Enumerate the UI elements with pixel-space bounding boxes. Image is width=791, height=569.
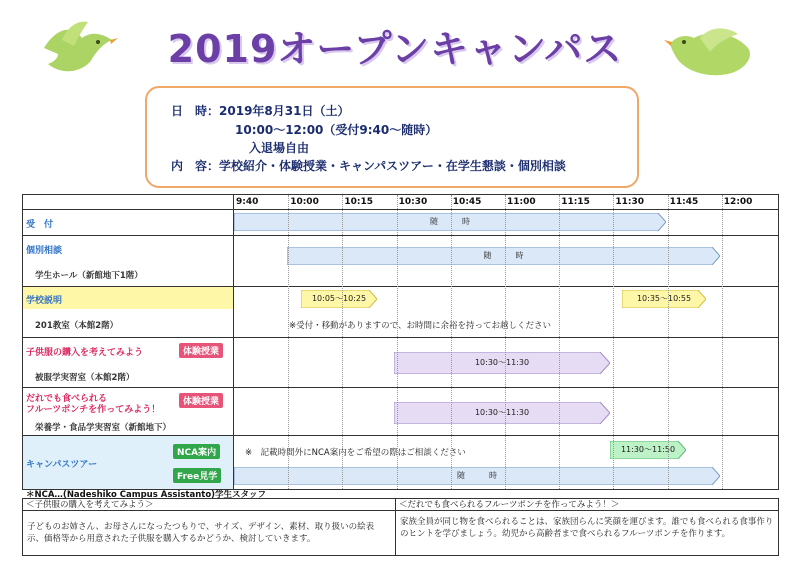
row-label-punch-1: だれでも食べられる xyxy=(26,394,108,404)
time-gridline xyxy=(559,195,560,489)
intro-note: ※受付・移動がありますので、お時間に余裕を持ってお越しください xyxy=(289,321,551,331)
bird-left-illustration xyxy=(38,18,118,86)
time-gridline xyxy=(505,195,506,489)
intro-bar-1 xyxy=(301,290,377,308)
row-divider xyxy=(23,387,778,388)
time-label: 11:30 xyxy=(615,197,645,207)
entry-note: 入退場自由 xyxy=(249,141,310,155)
content-value: 学校紹介・体験授業・キャンパスツアー・在学生懇談・個別相談 xyxy=(219,159,566,173)
tour-bar-2-text: 随 時 xyxy=(457,471,497,480)
tour-bar-1 xyxy=(610,441,686,459)
row-label-clothes: 子供服の購入を考えてみよう xyxy=(26,348,144,358)
clothes-tag: 体験授業 xyxy=(179,343,223,358)
schedule-table xyxy=(22,194,779,490)
clothes-bar xyxy=(394,352,610,370)
punch-desc-body: 家族全員が同じ物を食べられることは、家族団らんに笑顔を運びます。誰でも食べられる食事作りのヒントを学びましょう。幼児から高齢者まで食べられるフルーツポンチを作ります。 xyxy=(400,517,774,539)
reception-bar-text: 随 時 xyxy=(430,217,470,226)
tour-bar-2 xyxy=(234,467,720,485)
time-gridline xyxy=(288,195,289,489)
time-gridline xyxy=(342,195,343,489)
row-label-consult: 個別相談 xyxy=(26,246,63,256)
date-value: 2019年8月31日（土） xyxy=(219,104,350,118)
time-label: 9:40 xyxy=(236,197,259,207)
label-column-border xyxy=(233,195,234,489)
intro-bar-1-text: 10:05〜10:25 xyxy=(311,294,367,303)
class-descriptions xyxy=(22,498,779,556)
consult-bar-text: 随 時 xyxy=(483,251,524,260)
row-divider xyxy=(23,337,778,338)
time-label: 10:45 xyxy=(452,197,482,207)
time-label: 11:15 xyxy=(561,197,590,207)
consult-place: 学生ホール（新館地下1階） xyxy=(35,271,143,281)
time-label: 10:30 xyxy=(398,197,428,207)
nca-footnote: ＊NCA…(Nadeshiko Campus Assistanto)学生スタッフ xyxy=(26,490,267,500)
time-gridline xyxy=(668,195,669,489)
consult-bar xyxy=(287,247,720,265)
time-label: 10:15 xyxy=(344,197,374,207)
intro-bar-2-text: 10:35〜10:55 xyxy=(636,294,692,303)
time-value: 10:00〜12:00（受付9:40〜随時） xyxy=(235,123,438,137)
row-label-intro: 学校説明 xyxy=(26,296,63,306)
time-label: 11:00 xyxy=(507,197,536,207)
time-gridline xyxy=(613,195,614,489)
punch-desc-title: ＜だれでも食べられるフルーツポンチを作ってみよう！＞ xyxy=(395,499,778,511)
time-label: 12:00 xyxy=(723,197,753,207)
punch-bar xyxy=(394,402,610,420)
content-label: 内 容： xyxy=(171,159,220,173)
tour-note: ※ 記載時間外にNCA案内をご希望の際はご相談ください xyxy=(245,448,466,458)
bird-right-illustration xyxy=(664,24,760,86)
clothes-desc-body: 子どものお姉さん、お母さんになったつもりで、サイズ、デザイン、素材、取り扱いの絵表示、価格等から用意された子供服を購入するかどうか、検討していきます。 xyxy=(27,522,375,544)
punch-place: 栄養学・食品学実習室（新館地下） xyxy=(35,423,172,433)
content-line xyxy=(171,157,566,174)
time-gridline xyxy=(451,195,452,489)
row-label-reception: 受 付 xyxy=(26,220,54,230)
punch-tag: 体験授業 xyxy=(179,393,223,408)
time-label: 11:45 xyxy=(669,197,699,207)
time-label: 10:00 xyxy=(290,197,319,207)
clothes-bar-text: 10:30〜11:30 xyxy=(474,358,530,367)
page-title: 2019オープンキャンパス xyxy=(167,27,623,71)
time-gridline xyxy=(397,195,398,489)
intro-place: 201教室（本館2階） xyxy=(35,321,119,331)
intro-bar-2 xyxy=(622,290,706,308)
clothes-desc-title: ＜子供服の購入を考えてみよう＞ xyxy=(23,499,395,511)
row-label-punch-2: フルーツポンチを作ってみよう！ xyxy=(26,405,161,415)
date-label: 日 時： xyxy=(171,104,220,118)
row-divider xyxy=(23,235,778,236)
date-line xyxy=(171,102,349,119)
tour-tag-nca: NCA案内 xyxy=(173,444,220,459)
tour-bar-1-text: 11:30〜11:50 xyxy=(620,445,676,454)
tour-tag-free: Free見学 xyxy=(173,468,221,483)
clothes-place: 被服学実習室（本館2階） xyxy=(35,373,135,383)
time-gridline xyxy=(722,195,723,489)
event-info-box xyxy=(145,86,639,188)
row-divider xyxy=(23,209,778,210)
row-label-tour: キャンパスツアー xyxy=(26,460,98,470)
punch-bar-text: 10:30〜11:30 xyxy=(474,408,530,417)
